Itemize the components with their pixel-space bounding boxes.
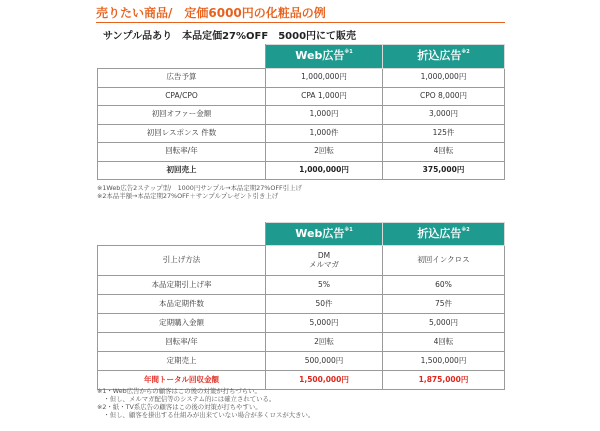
table-row	[98, 87, 505, 106]
orikomi-value: 5,000円	[383, 314, 505, 333]
footnotes-table2	[97, 387, 314, 419]
orikomi-value: 初回インクロス	[383, 246, 505, 276]
row-label: 回転率/年	[98, 333, 266, 352]
row-label: 定期売上	[98, 352, 266, 371]
table-header-row	[98, 223, 505, 246]
row-label: 広告予算	[98, 69, 266, 88]
web-value: 1,000,000円	[266, 69, 383, 88]
header-web-ad: Web広告$^{※1}$	[266, 45, 383, 69]
web-value: 2回転	[266, 143, 383, 162]
table-row	[98, 276, 505, 295]
row-label: 初回オファー金額	[98, 106, 266, 125]
footnote: ・但し、顧客を掛出する仕組みが出来ていない場合が多くロスが大きい。	[97, 411, 315, 419]
table-row	[98, 246, 505, 276]
comparison-table-initial	[97, 44, 505, 180]
header-orikomi-ad: 折込広告$^{※2}$	[383, 45, 505, 69]
web-value: 50件	[266, 295, 383, 314]
footnote: ※1Web広告2ステップ型/ 1000円サンプル→本品定期27%OFF引上げ	[97, 184, 302, 192]
table-row	[98, 352, 505, 371]
row-label: CPA/CPO	[98, 87, 266, 106]
table-header-row	[98, 45, 505, 69]
header-web-ad: Web広告$^{※1}$	[266, 223, 383, 246]
footnote: ・但し、メルマガ配信等のシステム的には確立されている。	[97, 395, 276, 403]
orikomi-value: 4回転	[383, 143, 505, 162]
web-value: DM メルマガ	[266, 246, 383, 276]
orikomi-value: 3,000円	[383, 106, 505, 125]
row-label: 定期購入金額	[98, 314, 266, 333]
web-value: 1,000円	[266, 106, 383, 125]
row-label: 初回売上	[98, 161, 266, 180]
web-value: CPA 1,000円	[266, 87, 383, 106]
web-value: 5%	[266, 276, 383, 295]
header-blank-cell	[98, 223, 266, 246]
page-title: 売りたい商品/ 定価6000円の化粧品の例	[96, 6, 326, 20]
orikomi-value: 60%	[383, 276, 505, 295]
orikomi-value: 1,000,000円	[383, 69, 505, 88]
web-value: 1,000,000円	[266, 161, 383, 180]
orikomi-value: 125件	[383, 124, 505, 143]
orikomi-value: 75件	[383, 295, 505, 314]
orikomi-value: CPO 8,000円	[383, 87, 505, 106]
row-label: 年間トータル回収金額	[98, 371, 266, 390]
header-blank-cell	[98, 45, 266, 69]
table-row	[98, 106, 505, 125]
row-label: 回転率/年	[98, 143, 266, 162]
web-value: 1,000件	[266, 124, 383, 143]
table-total-row	[98, 161, 505, 180]
orikomi-value: 1,875,000円	[383, 371, 505, 390]
footnote: ※2本品半額→本品定期27%OFF＋サンプルプレゼント引き上げ	[97, 192, 279, 200]
page-subtitle: サンプル品あり 本品定価27%OFF 5000円にて販売	[103, 31, 357, 42]
table-row	[98, 124, 505, 143]
table-row	[98, 143, 505, 162]
table-row	[98, 69, 505, 88]
orikomi-value: 4回転	[383, 333, 505, 352]
table-row	[98, 333, 505, 352]
comparison-table-annual	[97, 222, 505, 390]
table-row	[98, 314, 505, 333]
web-value: 500,000円	[266, 352, 383, 371]
orikomi-value: 1,500,000円	[383, 352, 505, 371]
header-orikomi-ad: 折込広告$^{※2}$	[383, 223, 505, 246]
row-label: 初回レスポンス 件数	[98, 124, 266, 143]
web-value: 1,500,000円	[266, 371, 383, 390]
table-row	[98, 295, 505, 314]
web-value: 5,000円	[266, 314, 383, 333]
orikomi-value: 375,000円	[383, 161, 505, 180]
title-underline	[96, 22, 505, 23]
footnote: ※2・紙・TV系広告の顧客はこの後の対策が打ちやすい。	[97, 403, 262, 411]
row-label: 引上げ方法	[98, 246, 266, 276]
row-label: 本品定期件数	[98, 295, 266, 314]
web-value: 2回転	[266, 333, 383, 352]
footnotes-table1	[97, 184, 302, 200]
row-label: 本品定期引上げ率	[98, 276, 266, 295]
footnote: ※1・Web広告からの顧客はこの後の対策が打ちづらい。	[97, 387, 261, 395]
